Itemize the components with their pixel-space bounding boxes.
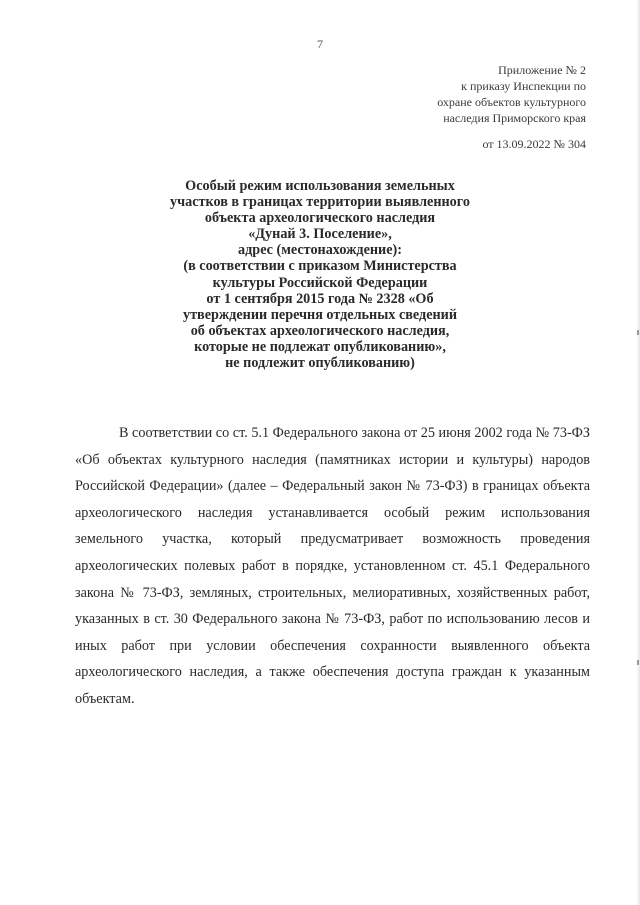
- appendix-line: к приказу Инспекции по: [461, 79, 586, 93]
- title-line: участков в границах территории выявленного: [170, 194, 470, 211]
- appendix-header: [346, 62, 586, 126]
- title-line: (в соответствии с приказом Министерства: [183, 258, 457, 275]
- appendix-line: Приложение № 2: [498, 63, 586, 77]
- page-number: 7: [317, 37, 323, 51]
- document-title: [130, 178, 510, 371]
- title-line: «Дунай 3. Поселение»,: [248, 226, 392, 243]
- title-line: культуры Российской Федерации: [212, 274, 428, 291]
- body-paragraph: В соответствии со ст. 5.1 Федерального закона от 25 июня 2002 года № 73-ФЗ «Об объектах культурного наследия (памятниках истории и культуры) народов Российской Федерации» (далее – Федеральный закон № 73-ФЗ) в границах объекта археологического наследия устанавливается особый режим использования земельного участка, который предусматривает возможность проведения археологических полевых работ в порядке, установленном ст. 45.1 Федерального закона № 73-ФЗ, земляных, строительных, мелиоративных, хозяйственных работ, указанных в ст. 30 Федерального закона № 73-ФЗ, работ по использованию лесов и иных работ при условии обеспечения сохранности выявленного объекта археологического наследия, а также обеспечения доступа граждан к указанным объектам.: [75, 425, 590, 707]
- title-line: объекта археологического наследия: [204, 210, 436, 227]
- title-line: от 1 сентября 2015 года № 2328 «Об: [206, 290, 434, 307]
- appendix-line: охране объектов культурного: [437, 95, 586, 109]
- title-line: утверждении перечня отдельных сведений: [182, 306, 458, 323]
- title-line: Особый режим использования земельных: [185, 178, 455, 194]
- scan-edge-mark: [637, 330, 639, 335]
- title-line: об объектах археологического наследия,: [190, 322, 450, 339]
- appendix-line: наследия Приморского края: [443, 111, 586, 125]
- scan-edge-divider: [636, 0, 640, 905]
- title-line: не подлежит опубликованию): [225, 355, 415, 372]
- title-line: адрес (местонахождение):: [238, 242, 402, 259]
- scan-edge-mark: [637, 660, 639, 665]
- order-date: от 13.09.2022 № 304: [482, 137, 586, 151]
- title-line: которые не подлежат опубликованию»,: [194, 338, 446, 355]
